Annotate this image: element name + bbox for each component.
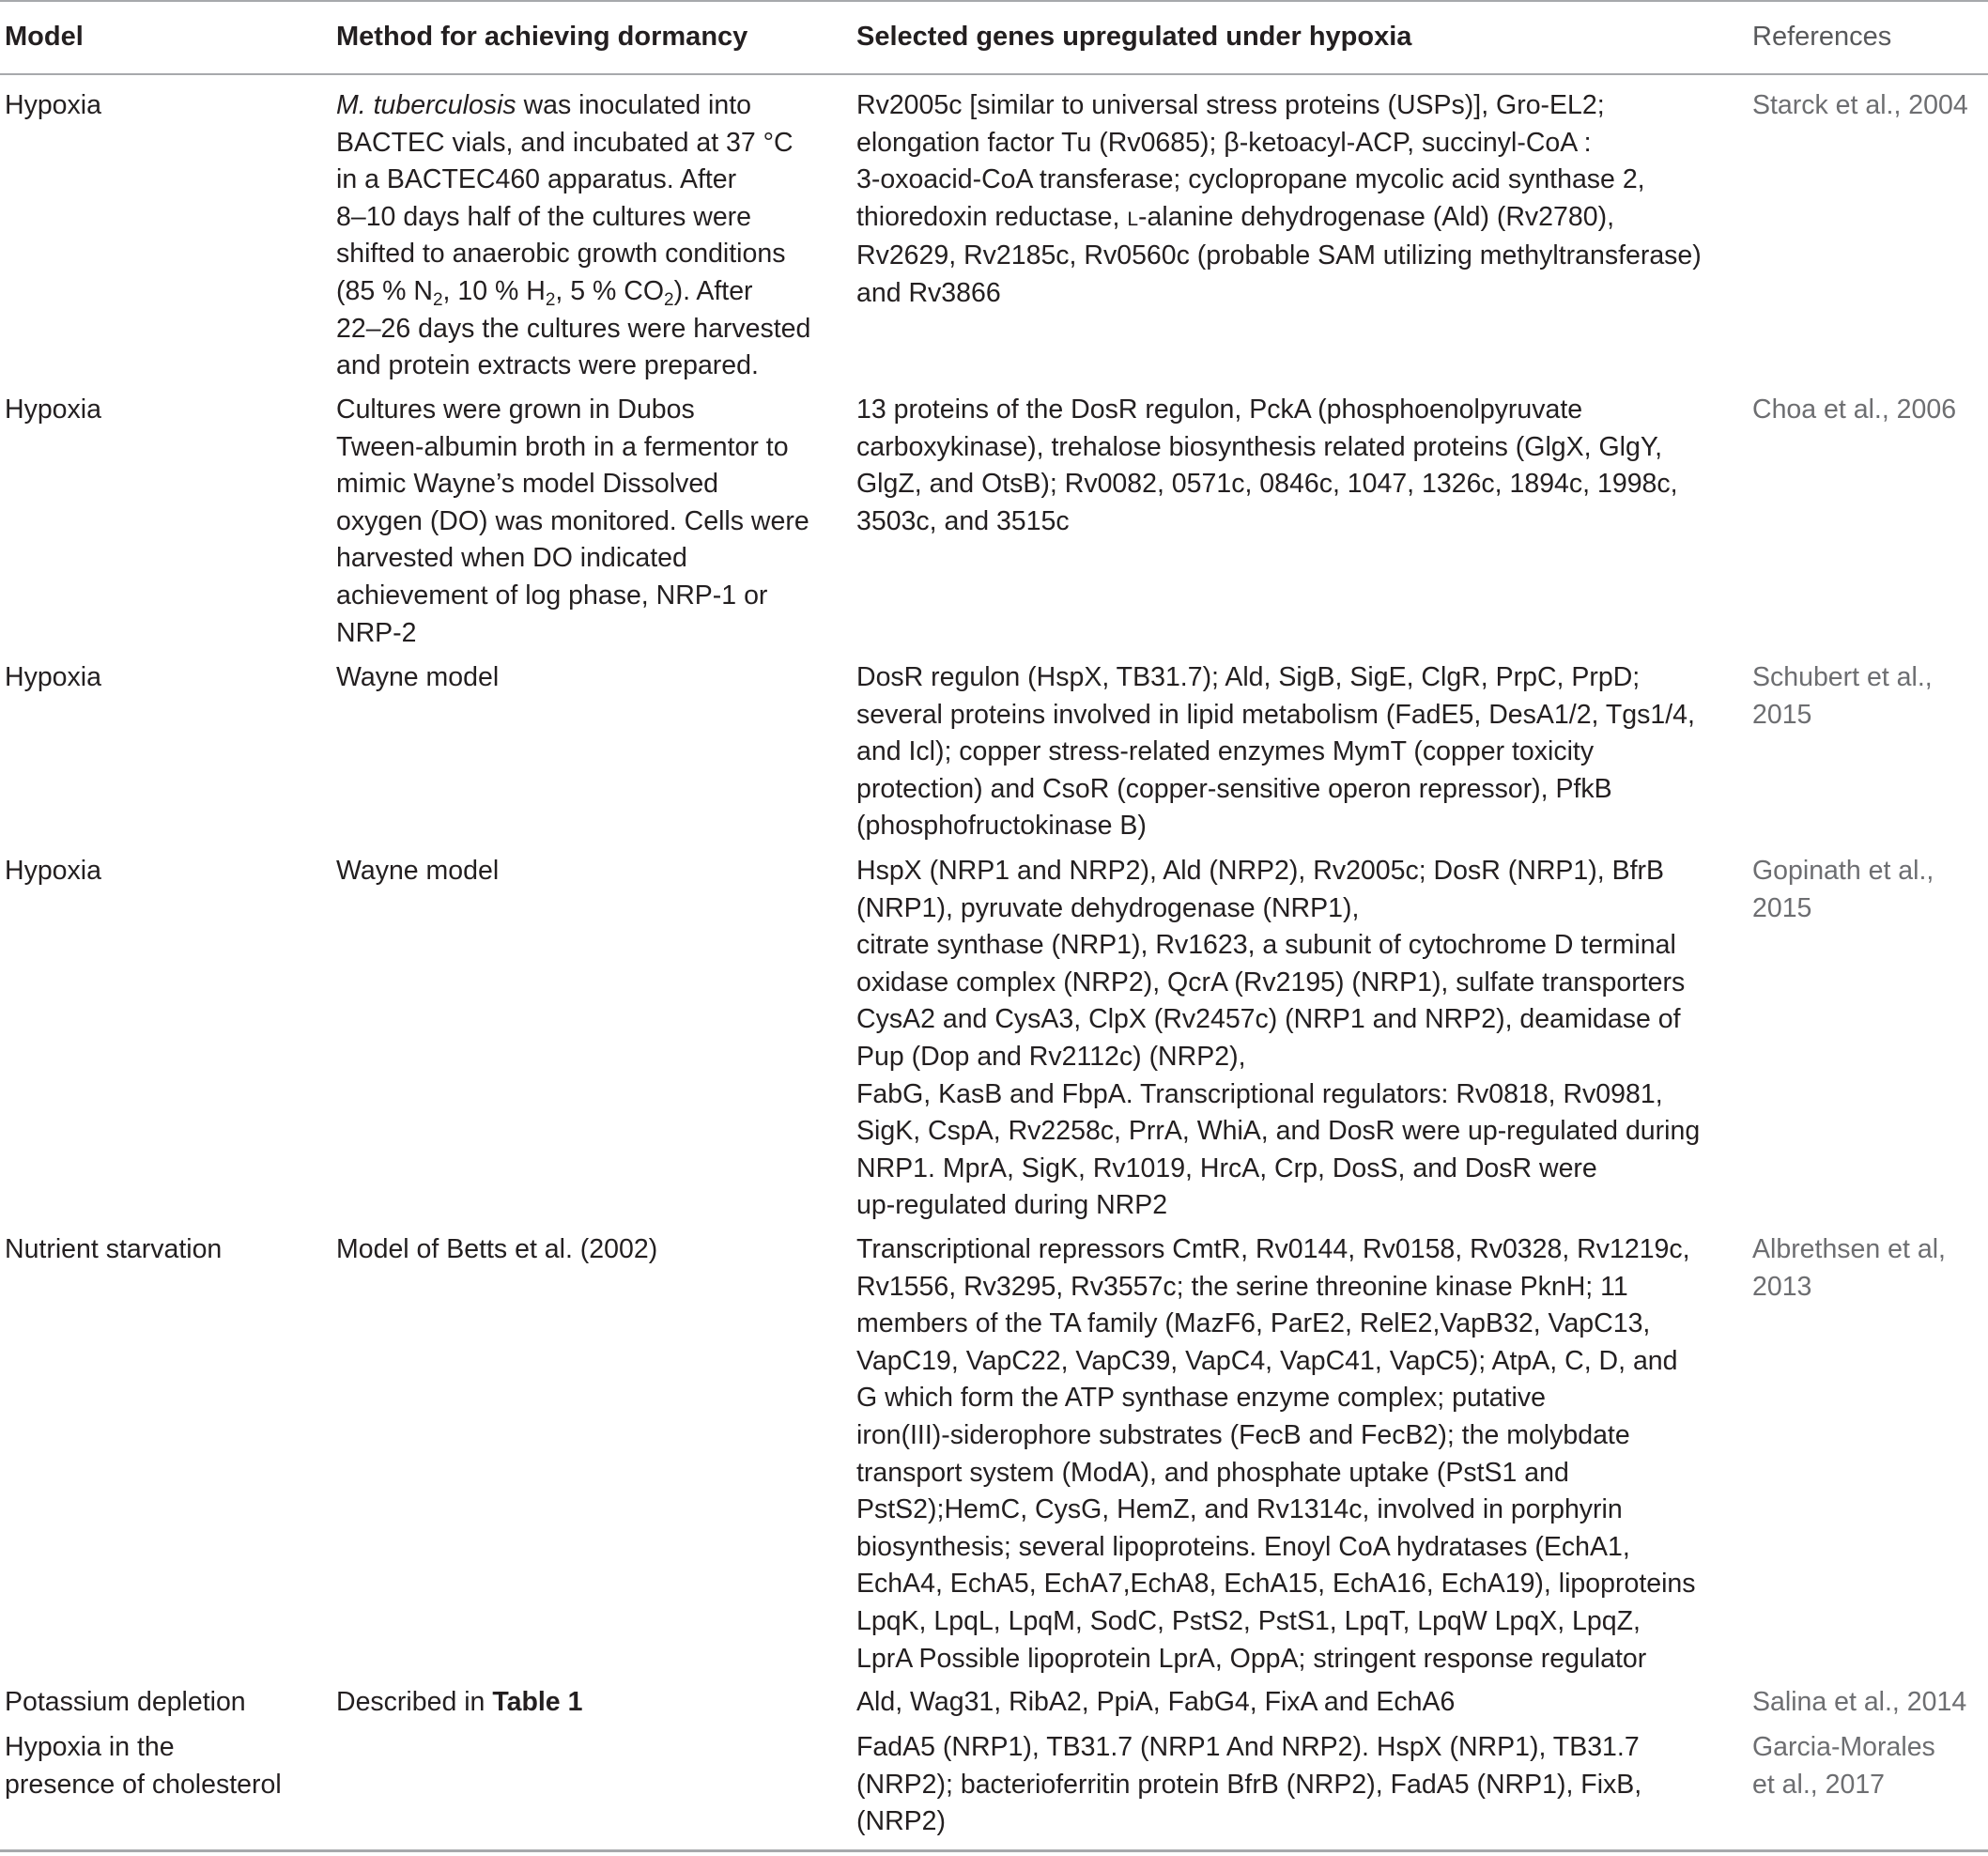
cell-genes: DosR regulon (HspX, TB31.7); Ald, SigB, SigE, ClgR, PrpC, PrpD; several proteins involved in lipid metabolism (FadE5, DesA1/2, Tgs1/4, and Icl); copper stress-related enzymes MymT (copper toxicity protection) and CsoR (copper-sensitive operon repressor), PfkB (phosphofructokinase B) [856, 662, 1695, 842]
cell-model: Hypoxia [5, 662, 101, 692]
cell-reference: Gopinath et al., 2015 [1752, 856, 1934, 923]
cell-method: M. tuberculosis was inoculated into BACTEC vials, and incubated at 37 °C in a BACTEC460 apparatus. After 8–10 days half of the cultures were shifted to anaerobic growth conditions (85 % $N_2$, 10 % $H_2$, 5 % $CO_2$). After 22–26 days the cultures were harvested and protein extracts were prepared. [336, 87, 824, 385]
table-reference-link: Table 1 [492, 1687, 583, 1717]
cell-model: Hypoxia [5, 90, 101, 120]
header-method: Method for achieving dormancy [336, 22, 748, 52]
cell-model: Hypoxia in the presence of cholesterol [5, 1732, 282, 1800]
cell-model: Hypoxia [5, 394, 101, 425]
cell-reference: Choa et al., 2006 [1752, 394, 1957, 425]
cell-reference: Schubert et al., 2015 [1752, 662, 1933, 730]
table-bottom-rule [0, 1849, 1988, 1852]
cell-method: Cultures were grown in Dubos Tween-albumin broth in a fermentor to mimic Wayne’s model Dissolved oxygen (DO) was monitored. Cells were harvested when DO indicated achievement of log phase, NRP-1 or NRP-2 [336, 394, 809, 648]
cell-method: Wayne model [336, 856, 500, 886]
cell-method: Wayne model [336, 662, 500, 692]
cell-genes: Rv2005c [similar to universal stress proteins (USPs)], Gro-EL2; elongation factor Tu (Rv0685); β-ketoacyl-ACP, succinyl-CoA : 3-oxoacid-CoA transferase; cyclopropane mycolic acid synthase 2, thioredoxin reductase, L-alanine dehydrogenase (Ald) (Rv2780), Rv2629, Rv2185c, Rv0560c (probable SAM utilizing methyltransferase) and Rv3866 [856, 90, 1702, 308]
cell-genes: Transcriptional repressors CmtR, Rv0144, Rv0158, Rv0328, Rv1219c, Rv1556, Rv3295, Rv3557c; the serine threonine kinase PknH; 11 members of the TA family (MazF6, ParE2, RelE2,VapB32, VapC13, VapC19, VapC22, VapC39, VapC4, VapC41, VapC5); AtpA, C, D, and G which form the ATP synthase enzyme complex; putative iron(III)-siderophore substrates (FecB and FecB2); the molybdate transport system (ModA), and phosphate uptake (PstS1 and PstS2);HemC, CysG, HemZ, and Rv1314c, involved in porphyrin biosynthesis; several lipoproteins. Enoyl CoA hydratases (EchA1, EchA4, EchA5, EchA7,EchA8, EchA15, EchA16, EchA19), lipoproteins LpqK, LpqL, LpqM, SodC, PstS2, PstS1, LpqT, LpqW LpqX, LpqZ, LprA Possible lipoprotein LprA, OppA; stringent response regulator [856, 1234, 1696, 1674]
cell-genes: Ald, Wag31, RibA2, PpiA, FabG4, FixA and EchA6 [856, 1687, 1456, 1717]
cell-model: Hypoxia [5, 856, 101, 886]
cell-method: Model of Betts et al. (2002) [336, 1234, 658, 1264]
species-name: M. tuberculosis [336, 90, 516, 120]
cell-genes: 13 proteins of the DosR regulon, PckA (phosphoenolpyruvate carboxykinase), trehalose biosynthesis related proteins (GlgX, GlgY, GlgZ, and OtsB); Rv0082, 0571c, 0846c, 1047, 1326c, 1894c, 1998c, 3503c, and 3515c [856, 394, 1678, 536]
gas-composition: (85 % $N_2$, 10 % $H_2$, 5 % $CO_2$). After [336, 275, 753, 310]
cell-model: Nutrient starvation [5, 1234, 223, 1264]
cell-reference: Starck et al., 2004 [1752, 90, 1968, 120]
cell-reference: Garcia-Morales et al., 2017 [1752, 1732, 1935, 1800]
table-header-rule [0, 73, 1988, 75]
table-header-row [0, 0, 1988, 73]
cell-genes: HspX (NRP1 and NRP2), Ald (NRP2), Rv2005c; DosR (NRP1), BfrB (NRP1), pyruvate dehydrogenase (NRP1), citrate synthase (NRP1), Rv1623, a subunit of cytochrome D terminal oxidase complex (NRP2), QcrA (Rv2195) (NRP1), sulfate transporters CysA2 and CysA3, ClpX (Rv2457c) (NRP1 and NRP2), deamidase of Pup (Dop and Rv2112c) (NRP2), FabG, KasB and FbpA. Transcriptional regulators: Rv0818, Rv0981, SigK, CspA, Rv2258c, PrrA, WhiA, and DosR were up-regulated during NRP1. MprA, SigK, Rv1019, HrcA, Crp, DosS, and DosR were up-regulated during NRP2 [856, 856, 1701, 1221]
header-references: References [1752, 22, 1892, 52]
header-model: Model [5, 22, 84, 52]
header-genes: Selected genes upregulated under hypoxia [856, 22, 1412, 52]
cell-genes: FadA5 (NRP1), TB31.7 (NRP1 And NRP2). HspX (NRP1), TB31.7 (NRP2); bacterioferritin protein BfrB (NRP2), FadA5 (NRP1), FixB, (NRP2) [856, 1732, 1642, 1837]
cell-reference: Albrethsen et al, 2013 [1752, 1234, 1946, 1302]
cell-reference: Salina et al., 2014 [1752, 1687, 1967, 1717]
cell-model: Potassium depletion [5, 1687, 246, 1717]
cell-method: Described in Table 1 [336, 1687, 583, 1717]
